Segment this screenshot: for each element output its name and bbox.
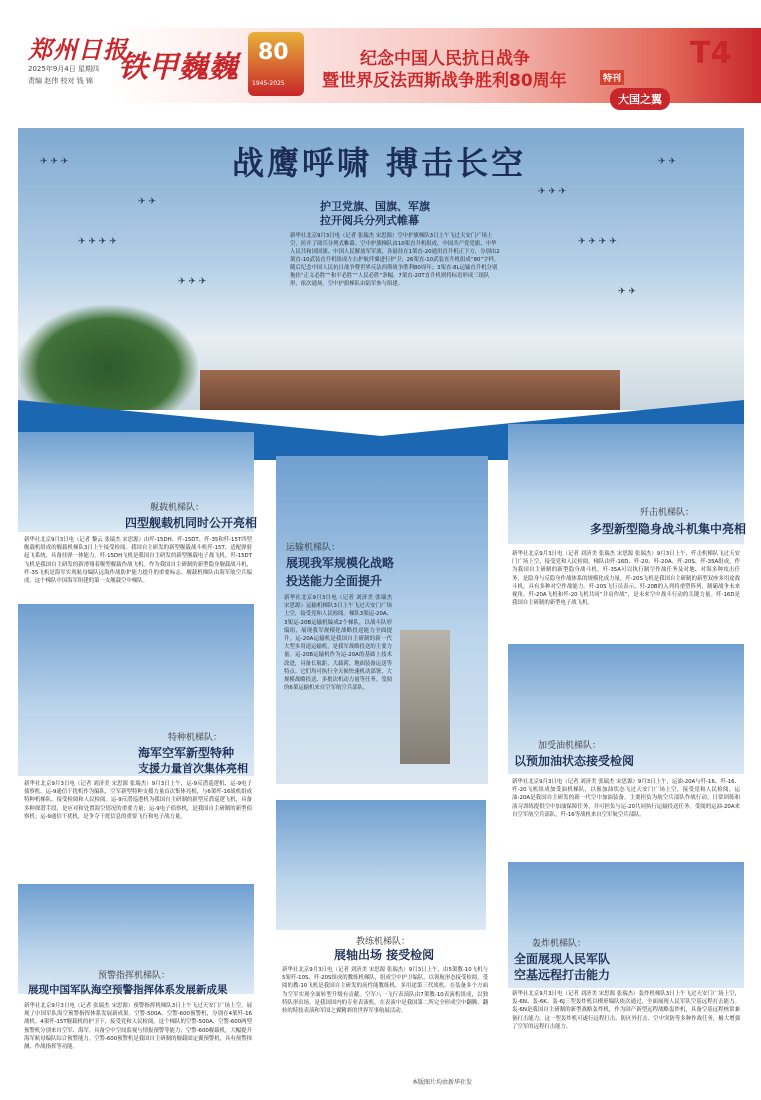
page-title: 战鹰呼啸 搏击长空: [232, 144, 527, 182]
aircraft-icon: ✈ ✈: [658, 157, 676, 167]
lead-story-heading-line2: 拉开阅兵分列式帷幕: [320, 215, 419, 227]
section-body: 新华社北京9月3日电（记者 黎云 张瑞杰 宋思源）由歼-15DH、歼-15DT、歼-35和歼-15T四型舰载机组成的舰载机梯队3日上午接受检阅。我国自主研发的新型舰载战斗机歼-15T，适配弹射起飞系统，具备挂弹一体能力。歼-15DH飞机是我国自主研发的新型舰载电子战飞机。歼-15DT飞机是我国自主研发的新滑翔着舰型舰载作战飞机。作为我国自主研制的新型隐身舰载战斗机，歼-35飞机是海军实现航母编队远海作战防护能力提升的重要标志。舰载机梯队由海军航空兵编成，这个梯队中国海军组建的第一支舰载空中梯队。: [24, 537, 252, 585]
section-label: 歼击机梯队：: [640, 508, 695, 518]
section-body: 新华社北京9月3日电（记者 刘济美 张瑞杰 宋思源）运输机梯队3日上午飞过天安门广场上空，接受党和人民检阅。梯队3架运-20A、3架运-20B运输机编成2个梯队，以战斗队形编组，展现我军规模化战略投送能力全面提升。运-20A运输机是我国自主研制的新一代大型多用途运输机，是我军战略投送的主要力量。运-20B运输机作为运-20A的基础上技术改进，具备长航距、大载荷、地面装备运送等特点。它们均可执行全天候快速机动部署、大规模战略投送、多批次机动力量等任务。受阅的6架运输机来自空军航空兵部队。: [284, 595, 392, 692]
aircraft-icon: ✈ ✈: [618, 287, 636, 297]
section-title: 以预加油状态接受检阅: [514, 754, 635, 768]
section-title-line2: 空基远程打击能力: [514, 968, 611, 982]
trainer-aircraft-photo: [276, 800, 486, 930]
section-label: 特种机梯队：: [168, 733, 223, 743]
special-headline-line1: 纪念中国人民抗日战争: [360, 49, 530, 69]
aircraft-icon: ✈ ✈ ✈ ✈: [578, 237, 617, 247]
tower-building-image: [400, 630, 450, 764]
paper-name: 郑州日报: [28, 35, 128, 64]
section-label: 舰载机梯队：: [150, 503, 205, 513]
section-body: 新华社北京9月3日电（记者 刘济美 宋思源 张瑞杰）9月3日上午，由5架教-10飞机与5架歼-10S、歼-20S组成的教练机梯队，组成空中护卫编队，以领航形态接受检阅，受阅的教-10飞机是我国自主研发的高性能教练机，多用途第三代战机，在装备多个方面为空军实现全面转型升级有贡献。空军八一飞行表演队由7架教-10表演机组成，以独特队形出场，是我国国内的专业表演机，在表演中是我国第二所完全形成空中翻腾、翻转的特技表演和军国之翼精彩的世界军事航展活动。: [282, 967, 488, 1015]
aircraft-icon: ✈ ✈ ✈ ✈: [78, 237, 117, 247]
section-title-line2: 投送能力全面提升: [286, 574, 383, 588]
lead-story-heading-line1: 护卫党旗、国旗、军旗: [320, 201, 430, 213]
issue-date: 2025年9月4日 星期四: [28, 65, 99, 73]
section-title: 展现中国军队海空预警指挥体系发展新成果: [28, 984, 228, 996]
section-body: 新华社北京9月3日电（记者 张瑞杰 宋思源）预警指挥机梯队3日上午飞过天安门广场上空，展现了中国军队海空预警指挥体系发展新成果。空警-500A、空警-600预警机，分别在4架歼-16战机、4架歼-15T舰载机的护卫下，接受党和人民检阅。这个梯队的空警-500A、空警-600两型预警机分别来自空军、海军。具备空中空间监视与情报预警等能力；空警-600舰载机，大幅提升海军航母编队综合预警能力。空警-600预警机是我国自主研制的舰载固定翼预警机，具有预警探测、作战指挥等功能。: [24, 1003, 252, 1051]
special-edition-badge: 特刊: [600, 70, 624, 85]
aircraft-icon: ✈ ✈ ✈: [40, 157, 69, 167]
tiananmen-building-image: [200, 370, 620, 410]
editor-credits: 责编 赵伟 校对 钱 锦: [28, 77, 93, 85]
section-title-line1: 展现我军规模化战略: [286, 556, 395, 570]
page-number: T4: [690, 36, 732, 71]
section-title: 四型舰载机同时公开亮相: [125, 516, 258, 530]
section-label: 运输机梯队：: [286, 543, 341, 553]
section-title: 展轴出场 接受检阅: [334, 948, 435, 962]
section-label: 教练机梯队：: [356, 937, 411, 947]
section-title-line1: 海军空军新型特种: [138, 746, 235, 760]
special-headline-line2: 暨世界反法西斯战争胜利80周年: [322, 71, 567, 91]
section-label: 加受油机梯队：: [538, 741, 602, 751]
photo-credit: 本版图片均由新华社发: [412, 1079, 473, 1086]
section-body: 新华社北京9月3日电（记者 刘济美 宋思源 张瑞杰）9月3日上午，运-9反潜巡逻机、运-9电子侦察机、运-9通信干扰机作为编队，空军新型特种支援力量首次集体亮相，与6架歼-16战机组成特种机梯队，接受检阅和人民检阅。运-9反潜巡逻机为我国自主研制的新型反潜巡逻飞机，具备多种探潜手段，是应对和处置海空情况的重要力量；运-9电子侦察机，是我国自主研制的新型侦察机；运-9通信干扰机，是争夺干扰信息的重要飞行和电子战力量。: [24, 781, 252, 820]
aircraft-icon: ✈ ✈ ✈: [538, 187, 567, 197]
section-title: 多型新型隐身战斗机集中亮相: [590, 522, 747, 536]
tree-image: [18, 305, 198, 410]
aircraft-icon: ✈ ✈ ✈: [178, 277, 207, 287]
section-title-line1: 全面展现人民军队: [514, 952, 611, 966]
section-body: 新华社北京9月3日电（记者 刘济美 张瑞杰 宋思源）9月3日上午，运油-20A与歼-16、歼-16、歼-20飞机组成加受油机梯队，以预加油状态飞过天安门广场上空，接受党和人民检阅。运油-20A是我国自主研发的新一代空中加油装备，主要担负为航空兵部队作战行动、日常训练和演习训练提供空中加油保障任务，并可担负与运-20共同执行运输投送任务。受阅的运油-20A来自空军航空兵部队，歼-16等战机来自空军航空兵部队。: [512, 779, 740, 818]
emblem-number: 80: [258, 40, 289, 65]
section-label: 轰炸机梯队：: [532, 939, 587, 949]
section-body: 新华社北京9月3日电（记者 刘济美 宋思源 张瑞杰）轰炸机梯队3日上午飞过天安门广场上空，轰-6N、轰-6K、轰-6J三型轰炸机以楔形编队依次通过，全面展现人民军队空基远程打击能力。轰-6N是我国自主研制的新型战略轰炸机，作为国产新型远程战略轰炸机，具备空基远程核常兼备打击能力，这一型轰炸机可遂行远程打击、防区外打击、空中突防等多种作战任务，极大增强了空军的远程打击能力。: [512, 991, 740, 1030]
lead-story-body: 新华社北京9月3日电（记者 张瑞杰 宋思源）空中护旗梯队3日上午飞过天安门广场上空，拉开了阅兵分列式帷幕。空中护旗梯队由10架直升机组成，中国共产党党旗、中华人民共和国国旗、中国人民解放军军旗，各悬挂在1架直-20通用直升机正下方，分别由2架直-10武装直升机组成左右护航伴翼进行护卫；26架直-10武装直升机组成“80”字样，随后纪念中国人民抗日战争暨世界反法西斯战争胜利80周年；3架直-8L运输直升机分别拖挂“正义必胜”“和平必胜”“人民必胜”条幅，7架直-20T直升机则将标语形成三组队形，依次通场。空中护旗梯队由陆军参与组建。: [290, 233, 500, 287]
section-title-line2: 支援力量首次集体亮相: [138, 762, 248, 775]
section-body: 新华社北京9月3日电（记者 刘济美 张瑞杰 宋思源 张瑞杰）9月3日上午，歼击机梯队飞过天安门广场上空，接受党和人民检阅。梯队由歼-16D、歼-20、歼-20A、歼-20S、歼-35A组成。作为我国自主研制的新型隐身战斗机，歼-35A可以执行制空作战任务及对地、对海多种攻击任务，是隐身与反隐身作战体系的规模化成力量。歼-20S飞机是我国自主研制的新型双座多用途战斗机，具有多种对空作战能力。歼-20S飞行员表示，歼-20B的入列将重塑阵列，制霸战争未来视角。歼-20A飞机和歼-20飞机共同“并肩作战”，是未来空中战斗行动的关键力量。歼-16D是我国自主研制的新型电子战飞机。: [512, 551, 740, 607]
section-name: 铁甲巍巍: [118, 50, 238, 85]
section-label: 预警指挥机梯队：: [98, 971, 171, 981]
column-tag: 大国之翼: [610, 88, 670, 110]
emblem-years: 1945-2025: [252, 80, 285, 87]
aircraft-icon: ✈ ✈: [138, 197, 156, 207]
